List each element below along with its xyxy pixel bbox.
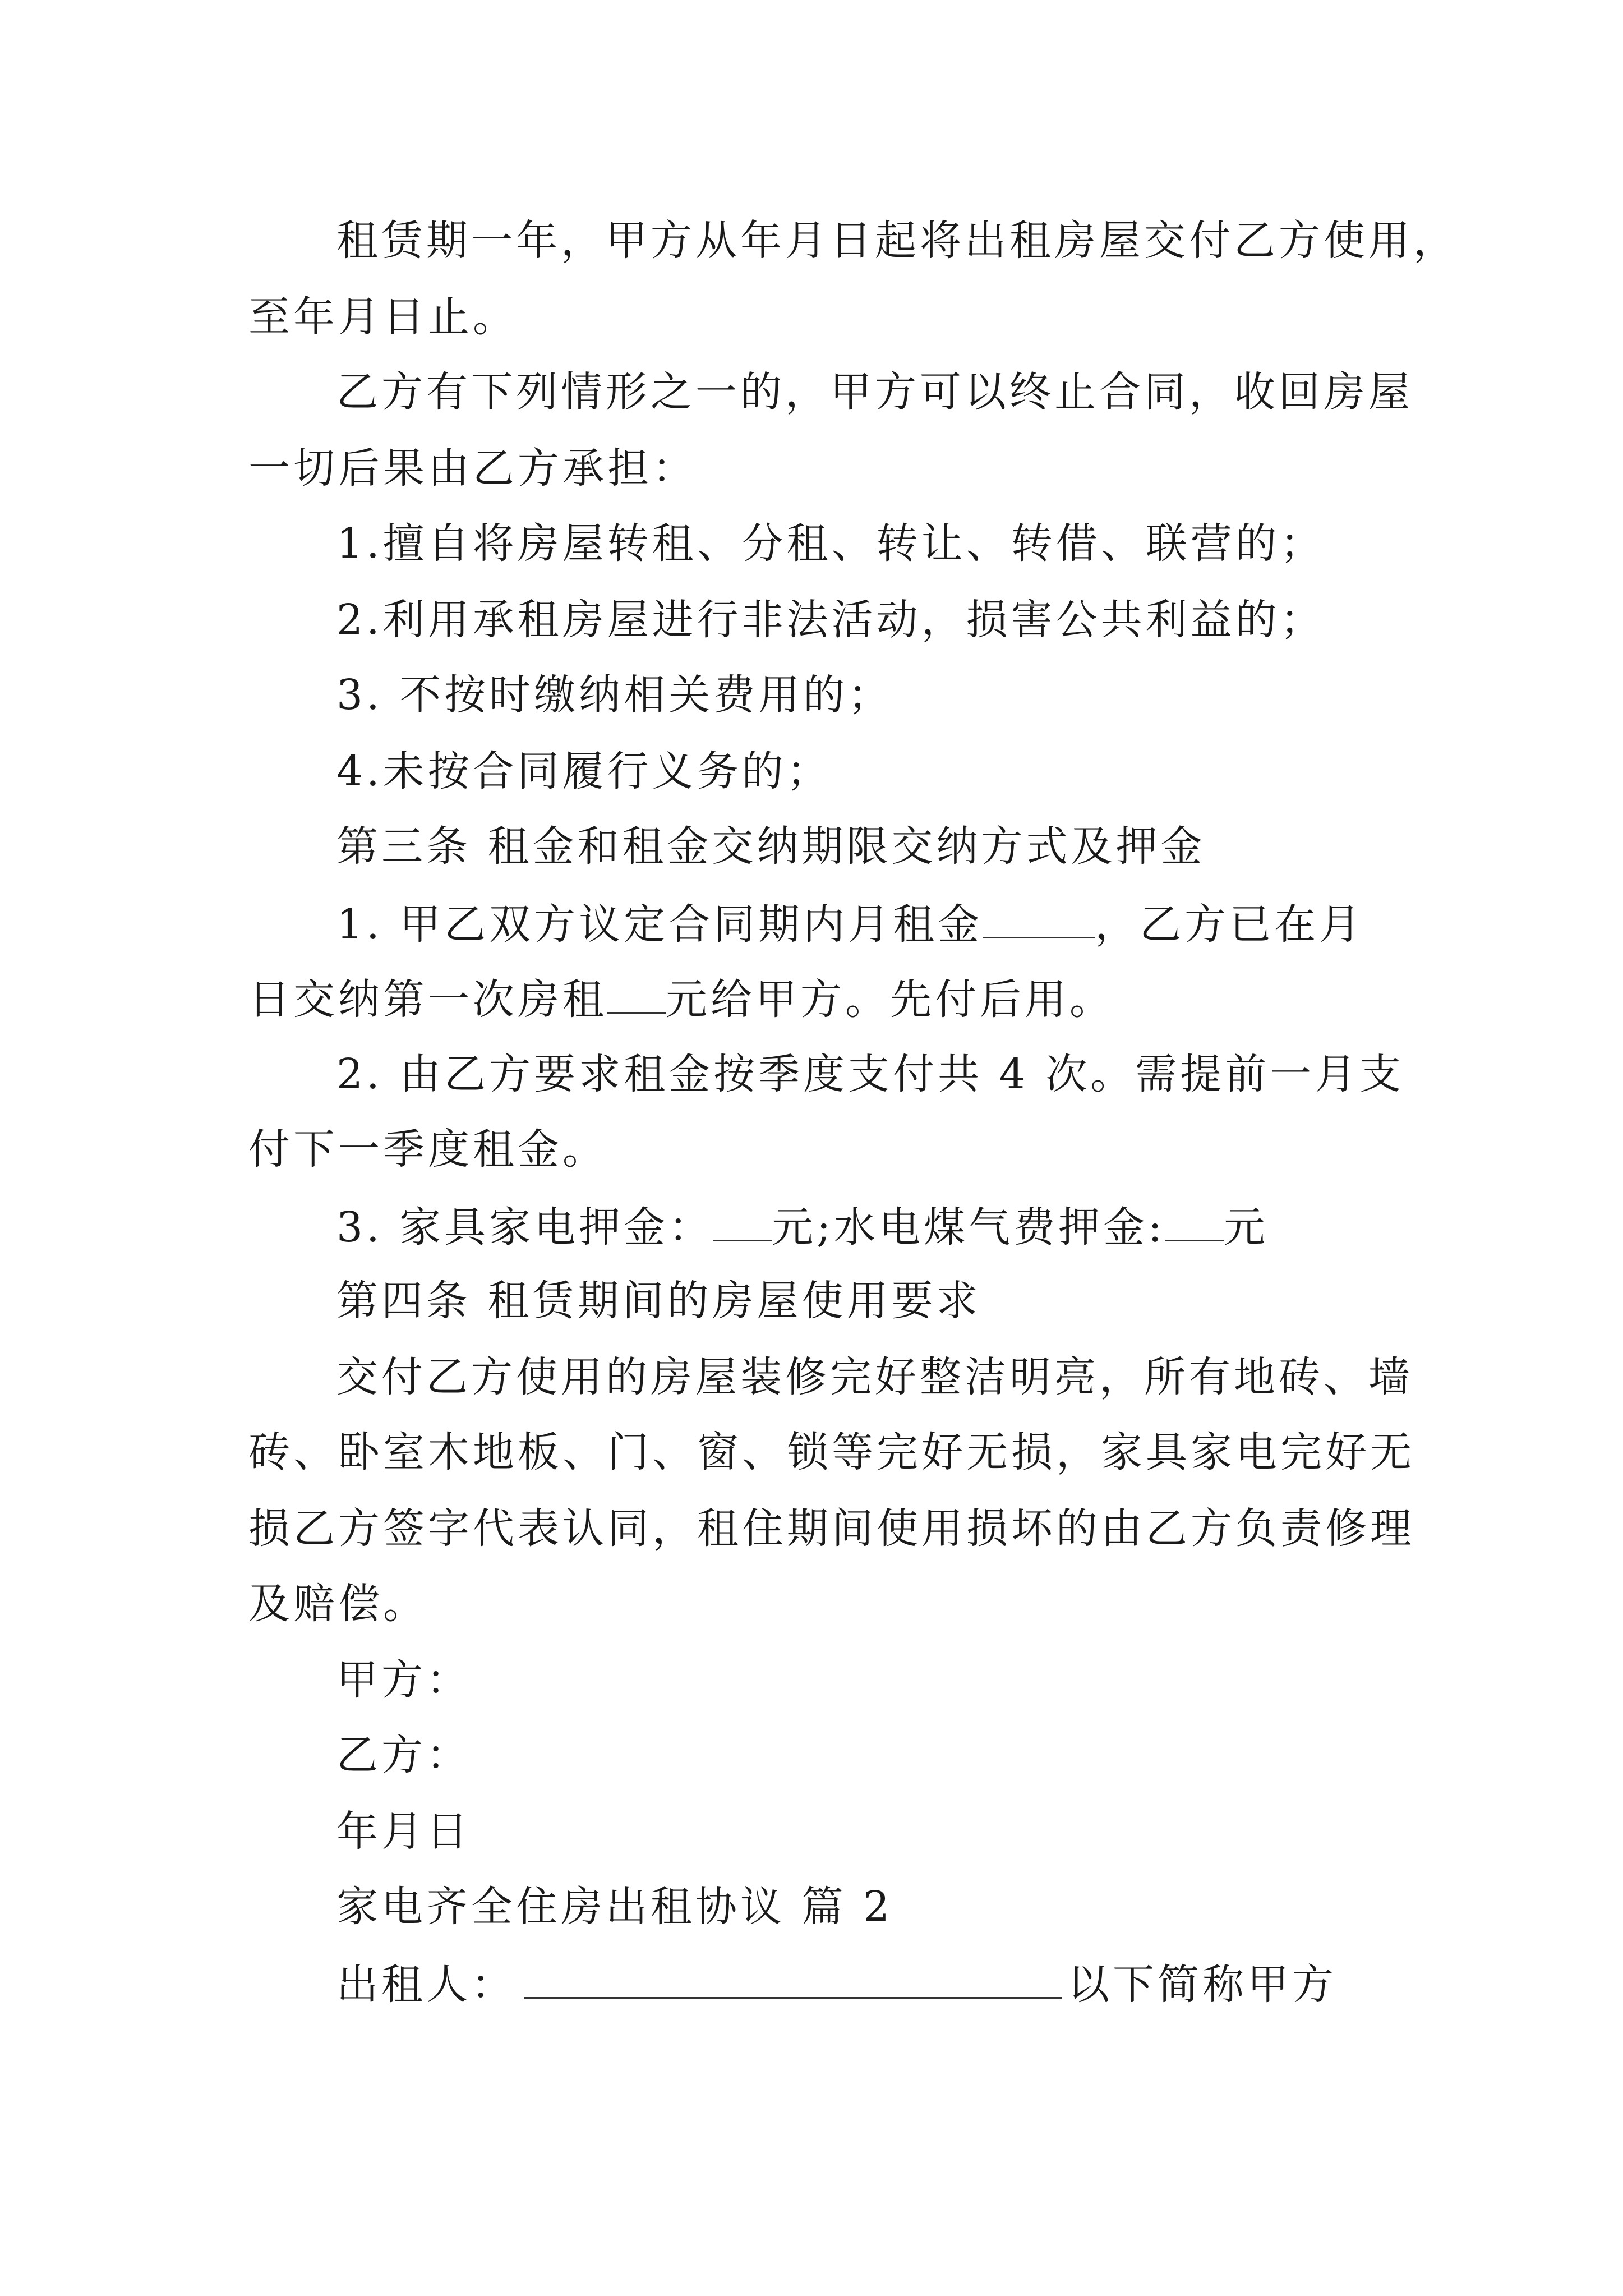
deposit-clause-line [336, 1203, 1269, 1251]
party-b-signature-label: 乙方： [336, 1731, 471, 1779]
first-rent-amount-blank [607, 977, 666, 1014]
lessor-line [336, 1961, 1337, 2009]
agreement-title-part-2: 家电齐全住房出租协议 篇 2 [336, 1883, 893, 1931]
rent-clause-line-1 [336, 900, 1364, 949]
party-a-signature-label: 甲方： [336, 1656, 471, 1704]
lessor-name-blank [524, 1962, 1062, 1999]
first-rent-text: 日交纳第一次房租 [248, 976, 607, 1024]
paragraph-lease-term-line-2: 至年月日止。 [248, 293, 518, 341]
usage-paragraph-line-4: 及赔偿。 [248, 1580, 428, 1628]
monthly-rent-blank [983, 902, 1095, 938]
paragraph-termination-line-2: 一切后果由乙方承担： [248, 444, 697, 493]
lessor-suffix: 以下简称甲方 [1068, 1961, 1337, 2009]
paragraph-lease-term-line-1: 租赁期一年，甲方从年月日起将出租房屋交付乙方使用， [336, 217, 1458, 265]
rent-clause-line-2 [248, 976, 1114, 1024]
signature-date-label: 年月日 [336, 1807, 471, 1856]
utility-deposit-label: 元;水电煤气费押金: [772, 1203, 1166, 1251]
section-heading-article-3: 第三条 租金和租金交纳期限交纳方式及押金 [336, 822, 1206, 871]
usage-paragraph-line-3: 损乙方签字代表认同，租住期间使用损坏的由乙方负责修理 [248, 1504, 1415, 1553]
list-item-4: 4.未按合同履行义务的； [336, 747, 832, 795]
deposit-unit: 元 [1224, 1203, 1269, 1251]
furniture-deposit-label: 3. 家具家电押金： [336, 1203, 714, 1251]
utility-deposit-blank [1165, 1205, 1224, 1241]
first-rent-text-after: 元给甲方。先付后用。 [666, 976, 1114, 1024]
list-item-1: 1.擅自将房屋转租、分租、转让、转借、联营的； [336, 519, 1325, 568]
paragraph-termination-line-1: 乙方有下列情形之一的，甲方可以终止合同，收回房屋 [336, 368, 1413, 416]
payment-clause-line-1: 2. 由乙方要求租金按季度支付共 4 次。需提前一月支 [336, 1050, 1405, 1098]
rent-clause-text: 1. 甲乙双方议定合同期内月租金 [336, 900, 983, 949]
payment-clause-line-2: 付下一季度租金。 [248, 1125, 607, 1174]
rent-clause-text-after: ，乙方已在月 [1095, 900, 1364, 949]
list-item-2: 2.利用承租房屋进行非法活动，损害公共利益的； [336, 596, 1325, 644]
lessor-label: 出租人： [336, 1961, 516, 2009]
usage-paragraph-line-1: 交付乙方使用的房屋装修完好整洁明亮，所有地砖、墙 [336, 1353, 1413, 1401]
section-heading-article-4: 第四条 租赁期间的房屋使用要求 [336, 1277, 981, 1325]
usage-paragraph-line-2: 砖、卧室木地板、门、窗、锁等完好无损，家具家电完好无 [248, 1428, 1415, 1476]
list-item-3: 3. 不按时缴纳相关费用的； [336, 671, 893, 719]
furniture-deposit-blank [713, 1205, 772, 1241]
